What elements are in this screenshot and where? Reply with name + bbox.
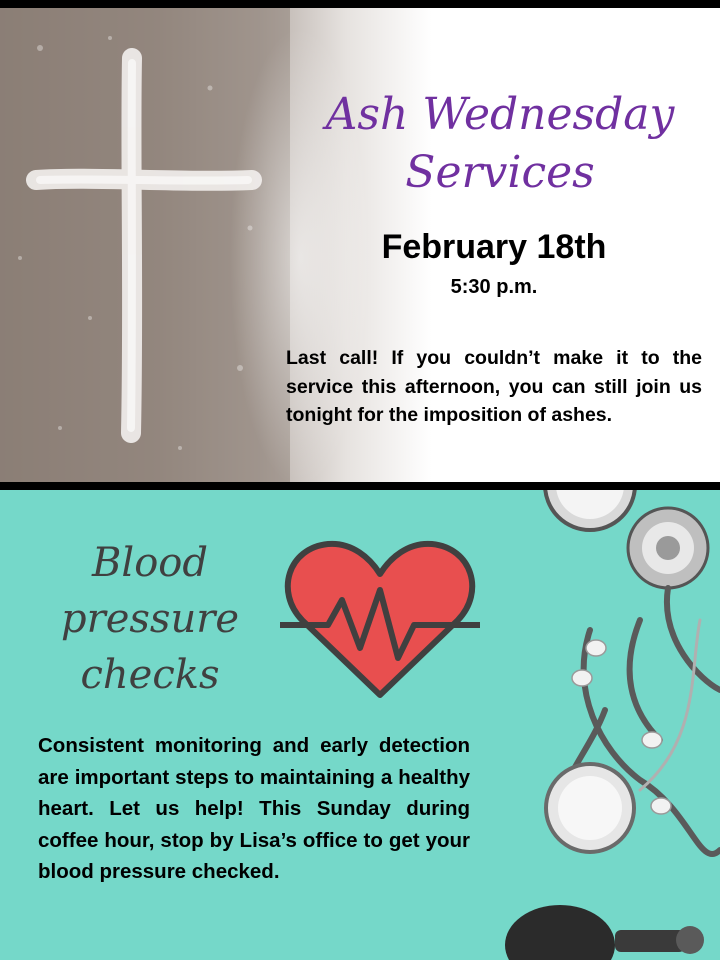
- heartbeat-heart-icon: [280, 530, 480, 710]
- section-divider: [0, 482, 720, 490]
- ash-wednesday-title: [280, 86, 720, 202]
- ash-wednesday-description: Last call! If you couldn’t make it to the service this afternoon, you can still join us tonight for the imposition of ashes.: [286, 347, 702, 426]
- service-date: February 18th: [381, 228, 607, 266]
- bp-title-line-3: checks: [80, 652, 220, 698]
- blood-pressure-title: [30, 535, 270, 703]
- blood-pressure-section: [0, 490, 720, 960]
- bp-title-line-2: pressure: [60, 596, 239, 642]
- ash-wednesday-section: [0, 8, 720, 482]
- bp-title-line-1: Blood: [92, 540, 208, 586]
- blood-pressure-description: Consistent monitoring and early detection are important steps to maintaining a healthy heart. Let us help! This Sunday during coffee hour, stop by Lisa’s office to get your blood pressure checked.: [38, 734, 470, 883]
- ash-title-line-2: Services: [405, 147, 595, 198]
- ash-title-line-1: Ash Wednesday: [325, 89, 675, 140]
- service-time: 5:30 p.m.: [450, 276, 538, 298]
